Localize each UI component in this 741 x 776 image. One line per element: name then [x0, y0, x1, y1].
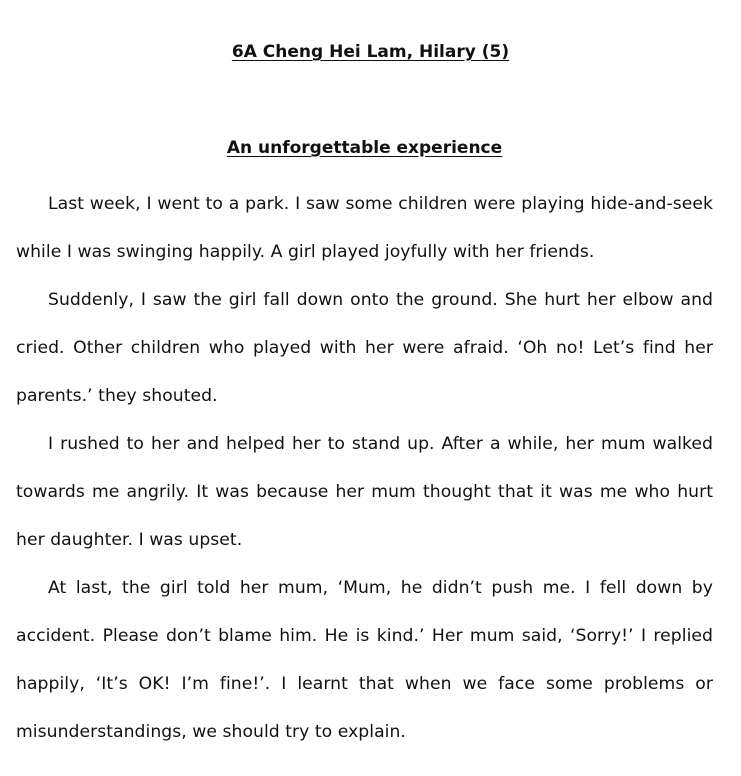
essay-title: An unforgettable experience — [226, 138, 503, 158]
student-name-header: 6A Cheng Hei Lam, Hilary (5) — [231, 42, 510, 62]
paragraph-2: Suddenly, I saw the girl fall down onto the ground. She hurt her elbow and cried. Other children who played with her were afraid. ‘Oh no! Let’s find her parents.’ they shouted. — [16, 290, 713, 406]
paragraph-4: At last, the girl told her mum, ‘Mum, he didn’t push me. I fell down by accident. Please don’t blame him. He is kind.’ Her mum said, ‘Sorry!’ I replied happily, ‘It’s OK! I’m fine!’. I learnt that when we face some problems or misunderstandings, we should try to explain. — [16, 578, 713, 742]
paragraph-1: Last week, I went to a park. I saw some children were playing hide-and-seek while I was swinging happily. A girl played joyfully with her friends. — [16, 194, 713, 262]
essay-body — [16, 180, 713, 756]
paragraph-3: I rushed to her and helped her to stand up. After a while, her mum walked towards me angrily. It was because her mum thought that it was me who hurt her daughter. I was upset. — [16, 434, 713, 550]
